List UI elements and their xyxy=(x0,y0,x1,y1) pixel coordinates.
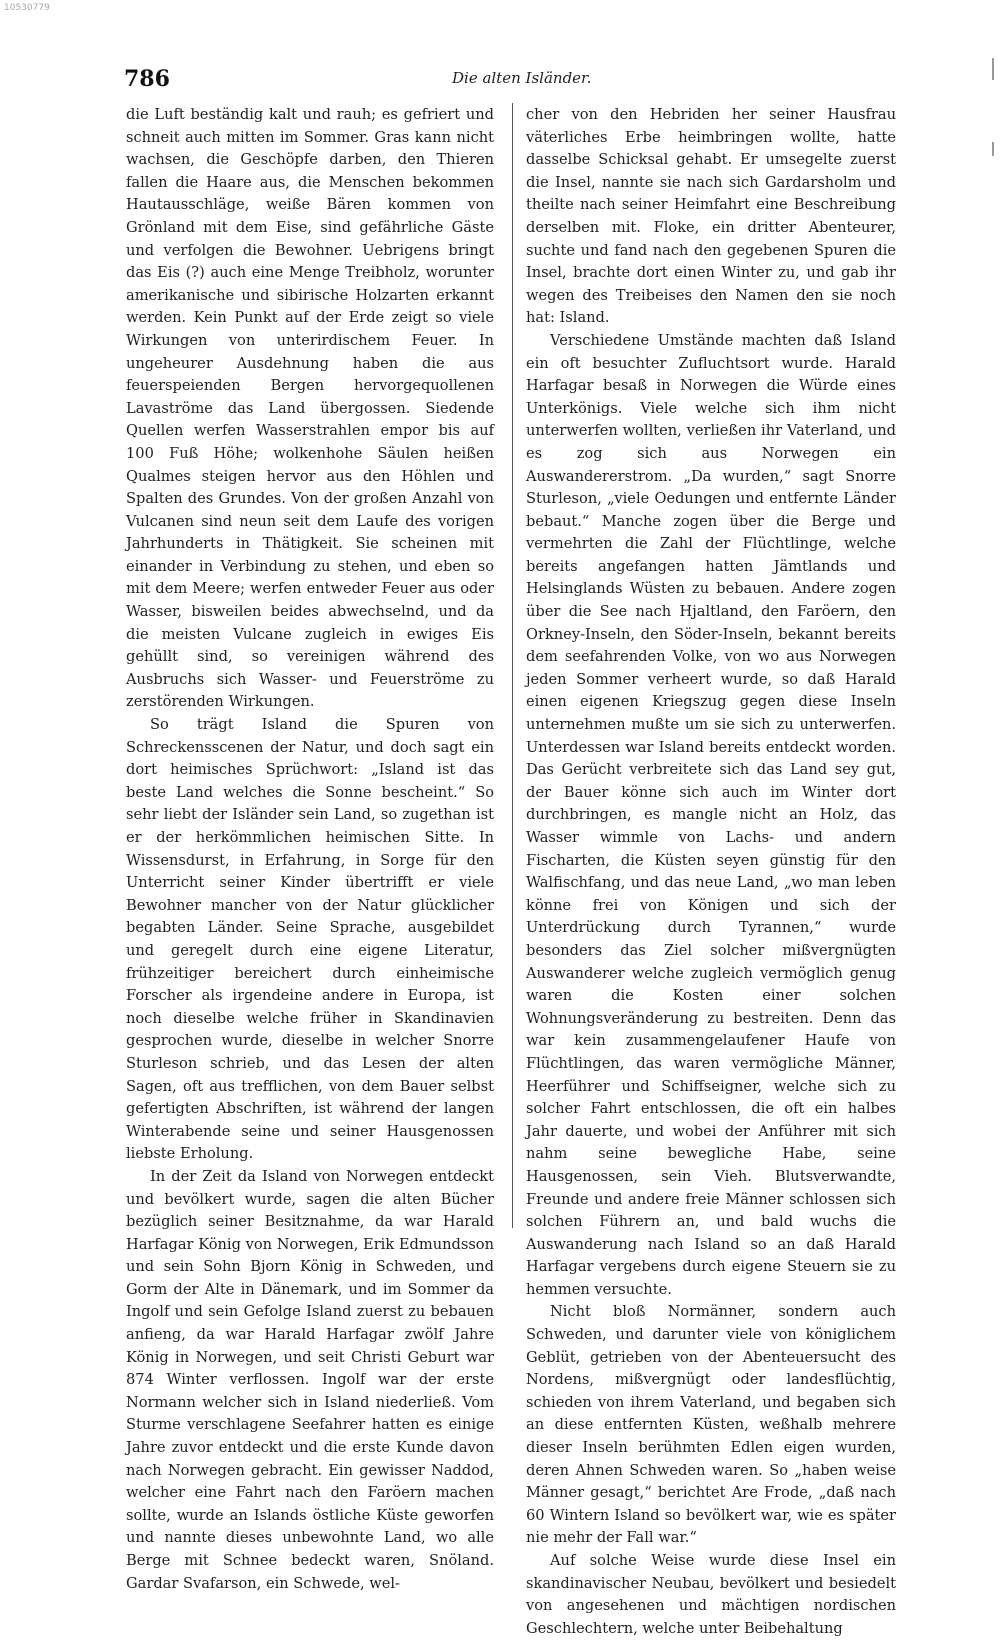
scan-edge-mark xyxy=(992,142,994,156)
paragraph: cher von den Hebriden her seiner Hausfrau väterliches Erbe heimbringen wollte, hatte dasselbe Schicksal gehabt. Er umsegelte zuerst die Insel, nannte sie nach sich Gardarsholm und theilte nach seiner Heimfahrt eine Beschreibung derselben mit. Floke, ein dritter Abenteurer, suchte und fand nach den gegebenen Spuren die Insel, brachte dort einen Winter zu, und gab ihr wegen des Treibeises den Namen den sie noch hat: Island. xyxy=(526,106,896,327)
paragraph: Auf solche Weise wurde diese Insel ein skandinavischer Neubau, bevölkert und besiedelt von angesehenen und mächtigen nordischen Geschlechtern, welche unter Beibehaltung xyxy=(526,1552,896,1637)
paragraph: die Luft beständig kalt und rauh; es gefriert und schneit auch mitten im Sommer. Gras kann nicht wachsen, die Geschöpfe darben, den Thieren fallen die Haare aus, die Menschen bekommen Hautausschläge, weiße Bären kommen von Grönland mit dem Eise, sind gefährliche Gäste und verfolgen die Bewohner. Uebrigens bringt das Eis (?) auch eine Menge Treibholz, worunter amerikanische und sibirische Holzarten erkannt werden. Kein Punkt auf der Erde zeigt so viele Wirkungen von unterirdischem Feuer. In ungeheurer Ausdehnung haben die aus feuerspeienden Bergen hervorgequollenen Lavaströme das Land übergossen. Siedende Quellen werfen Wasserstrahlen empor bis auf 100 Fuß Höhe; wolkenhohe Säulen heißen Qualmes steigen hervor aus den Höhlen und Spalten des Grundes. Von der großen Anzahl von Vulcanen sind neun seit dem Laufe des vorigen Jahrhunderts in Thätigkeit. Sie scheinen mit einander in Verbindung zu stehen, und eben so mit dem Meere; werfen entweder Feuer aus oder Wasser, bisweilen beides abwechselnd, und da die meisten Vulcane zugleich in ewiges Eis gehüllt sind, so vereinigen während des Ausbruchs sich Wasser- und Feuerströme zu zerstörenden Wirkungen. xyxy=(126,106,494,711)
paragraph: So trägt Island die Spuren von Schreckensscenen der Natur, und doch sagt ein dort heimisches Sprüchwort: „Island ist das beste Land welches die Sonne bescheint.“ So sehr liebt der Isländer sein Land, so zugethan ist er der herkömmlichen heimischen Sitte. In Wissensdurst, in Erfahrung, in Sorge für den Unterricht seiner Kinder übertrifft er viele Bewohner mancher von der Natur glücklicher begabten Länder. Seine Sprache, ausgebildet und geregelt durch eine eigene Literatur, frühzeitiger bereichert durch einheimische Forscher als irgendeine andere in Europa, ist noch dieselbe welche früher in Skandinavien gesprochen wurde, dieselbe in welcher Snorre Sturleson schrieb, und das Lesen der alten Sagen, oft aus trefflichen, von dem Bauer selbst gefertigten Abschriften, ist während der langen Winterabende seine und seiner Hausgenossen liebste Erholung. xyxy=(126,716,494,1163)
paragraph: Nicht bloß Normänner, sondern auch Schweden, und darunter viele von königlichem Geblüt, getrieben von der Abenteuersucht des Nordens, mißvergnügt oder landesflüchtig, schieden von ihrem Vaterland, und begaben sich an diese entfernten Küsten, weßhalb mehrere dieser Inseln berühmten Edlen eigen wurden, deren Ahnen Schweden waren. So „haben weise Männer gesagt,“ berichtet Are Frode, „daß nach 60 Wintern Island so bevölkert war, wie es später nie mehr der Fall war.“ xyxy=(526,1303,896,1547)
paragraph: In der Zeit da Island von Norwegen entdeckt und bevölkert wurde, sagen die alten Bücher bezüglich seiner Besitznahme, da war Harald Harfagar König von Norwegen, Erik Edmundsson und sein Sohn Bjorn König in Schweden, und Gorm der Alte in Dänemark, und im Sommer da Ingolf und sein Gefolge Island zuerst zu bebauen anfieng, da war Harald Harfagar zwölf Jahre König in Norwegen, und seit Christi Geburt war 874 Winter verflossen. Ingolf war der erste Normann welcher sich in Island niederließ. Vom Sturme verschlagene Seefahrer hatten es einige Jahre zuvor entdeckt und die erste Kunde davon nach Norwegen gebracht. Ein gewisser Naddod, welcher eine Fahrt nach den Faröern machen sollte, wurde an Islands östliche Küste geworfen und nannte dieses unbewohnte Land, wo alle Berge mit Schnee bedeckt waren, Snöland. Gardar Svafarson, ein Schwede, wel- xyxy=(126,1167,494,1592)
scan-id-label: 10530779 xyxy=(4,3,50,13)
right-column xyxy=(526,104,896,1640)
column-divider xyxy=(512,103,513,1228)
left-column xyxy=(126,104,494,1595)
paragraph: Verschiedene Umstände machten daß Island ein oft besuchter Zufluchtsort wurde. Harald Harfagar besaß in Norwegen die Würde eines Unterkönigs. Viele welche sich ihm nicht unterwerfen wollten, verließen ihr Vaterland, und es zog sich aus Norwegen ein Auswandererstrom. „Da wurden,“ sagt Snorre Sturleson, „viele Oedungen und entfernte Länder bebaut.“ Manche zogen über die Berge und vermehrten die Zahl der Flüchtlinge, welche bereits angefangen hatten Jämtlands und Helsinglands Wüsten zu bebauen. Andere zogen über die See nach Hjaltland, den Faröern, den Orkney-Inseln, den Söder-Inseln, bekannt bereits dem seefahrenden Volke, von wo aus Norwegen jeden Sommer verheert wurde, so daß Harald einen eigenen Kriegszug gegen diese Inseln unternehmen mußte um sie sich zu unterwerfen. Unterdessen war Island bereits entdeckt worden. Das Gerücht verbreitete sich das Land sey gut, der Bauer könne sich auch im Winter dort durchbringen, es mangle nicht an Holz, das Wasser wimmle von Lachs- und andern Fischarten, die Küsten seyen günstig für den Walfischfang, und das neue Land, „wo man leben könne frei von Königen und sich der Unterdrückung durch Tyrannen,“ wurde besonders das Ziel solcher mißvergnügten Auswanderer welche zugleich vermöglich genug waren die Kosten einer solchen Wohnungsveränderung zu bestreiten. Denn das war kein zusammengelaufener Haufe von Flüchtlingen, das waren vermögliche Männer, Heerführer und Schiffseigner, welche sich zu solcher Fahrt entschlossen, die oft ein halbes Jahr dauerte, und wobei der Anführer mit sich nahm seine bewegliche Habe, seine Hausgenossen, sein Vieh. Blutsverwandte, Freunde und andere freie Männer schlossen sich solchen Führern an, und bald wuchs die Auswanderung nach Island so an daß Harald Harfagar vergebens durch eigene Steuern sie zu hemmen versuchte. xyxy=(526,331,896,1298)
page-number: 786 xyxy=(124,66,170,92)
running-head: Die alten Isländer. xyxy=(452,69,592,87)
scan-edge-mark xyxy=(992,58,994,80)
